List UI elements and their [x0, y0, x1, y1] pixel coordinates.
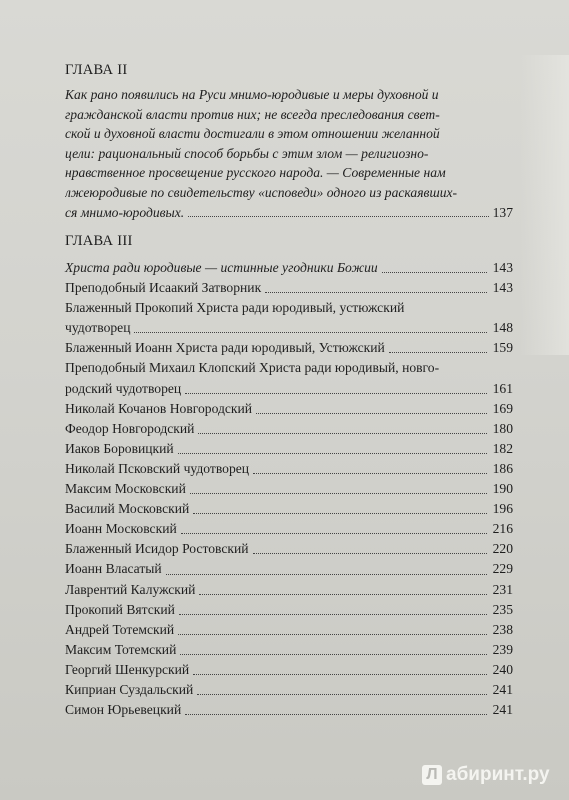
toc-entry-page: 186: [492, 460, 513, 476]
toc-entry-title: Блаженный Прокопий Христа ради юродивый, устюжский: [65, 300, 405, 316]
dot-leader: [253, 472, 487, 474]
toc-entry: [65, 580, 513, 600]
chapter-2-heading: ГЛАВА II: [65, 62, 128, 78]
toc-entry-title: Христа ради юродивые — истинные угодники Божии: [65, 260, 378, 275]
toc-entry: [65, 278, 513, 298]
page-number: 137: [492, 204, 513, 220]
toc-entry: [65, 338, 513, 358]
toc-entry-page: 241: [492, 702, 513, 718]
dot-leader: [188, 215, 488, 217]
toc-entry-page: 240: [492, 661, 513, 677]
summary-line: гражданской власти против них; не всегда преследования свет-: [65, 106, 440, 122]
dot-leader: [185, 392, 487, 394]
toc-entry-page: 238: [492, 621, 513, 637]
toc-entry-page: 180: [492, 420, 513, 436]
toc-entry-page: 231: [492, 581, 513, 597]
toc-entry-title: Георгий Шенкурский: [65, 661, 190, 677]
toc-entry-page: 196: [492, 501, 513, 517]
toc-entry-title: Преподобный Исаакий Затворник: [65, 280, 262, 296]
dot-leader: [198, 432, 487, 434]
dot-leader: [197, 693, 487, 695]
toc-entry-title: Николай Псковский чудотворец: [65, 460, 250, 476]
dot-leader: [265, 291, 487, 293]
toc-entry: [65, 559, 513, 579]
toc-entry-title: Преподобный Михаил Клопский Христа ради юродивый, новго-: [65, 360, 440, 376]
toc-entry-title: Киприан Суздальский: [65, 681, 194, 697]
dot-leader: [193, 673, 487, 675]
watermark-logo: [422, 764, 550, 786]
toc-entry-title: Симон Юрьевецкий: [65, 702, 182, 718]
chapter-2-summary: [65, 85, 513, 222]
toc-entry-title: чудотворец: [65, 320, 131, 336]
toc-entry-page: 182: [492, 440, 513, 456]
toc-entry-title: Прокопий Вятский: [65, 601, 175, 617]
toc-entry: [65, 459, 513, 479]
toc-entry-page: 229: [492, 561, 513, 577]
dot-leader: [185, 713, 487, 715]
toc-entry-page: 241: [492, 681, 513, 697]
dot-leader: [256, 412, 487, 414]
toc-entry-title: Максим Московский: [65, 481, 186, 497]
toc-entry-page: 143: [492, 280, 513, 296]
toc-entry-title: Иаков Боровицкий: [65, 440, 174, 456]
summary-line: Как рано появились на Руси мнимо-юродивые и меры духовной и: [65, 87, 439, 102]
dot-leader: [166, 573, 487, 575]
dot-leader: [179, 613, 487, 615]
toc-list: [65, 258, 513, 720]
toc-entry-title: Василий Московский: [65, 501, 190, 517]
dot-leader: [253, 552, 487, 554]
summary-line: нравственное просвещение русского народа. — Современные нам: [65, 165, 446, 181]
toc-entry-page: 148: [492, 320, 513, 336]
toc-entry-title: Николай Кочанов Новгородский: [65, 400, 253, 416]
toc-entry-page: 159: [492, 340, 513, 356]
dot-leader: [134, 331, 487, 333]
toc-entry-page: 169: [492, 400, 513, 416]
toc-entry-title: Иоанн Московский: [65, 521, 177, 537]
toc-entry-title: Лаврентий Калужский: [65, 581, 196, 597]
toc-entry: [65, 499, 513, 519]
toc-entry-page: 190: [492, 481, 513, 497]
summary-last-line: [65, 203, 513, 223]
page-edge-shadow: [520, 55, 569, 355]
summary-line: цели: рациональный способ борьбы с этим злом — религиозно-: [65, 145, 429, 161]
summary-line: ся мнимо-юродивых.: [65, 204, 185, 220]
toc-entry: [65, 700, 513, 720]
toc-entry-page: 235: [492, 601, 513, 617]
dot-leader: [178, 633, 487, 635]
toc-entry-page: 220: [492, 541, 513, 557]
toc-entry: [65, 660, 513, 680]
labirint-logo-icon: Л: [422, 765, 442, 785]
toc-entry: [65, 539, 513, 559]
toc-entry: [65, 358, 513, 378]
dot-leader: [382, 271, 487, 273]
dot-leader: [190, 492, 487, 494]
summary-line: лжеюродивые по свидетельству «исповеди» одного из раскаявших-: [65, 184, 458, 200]
toc-entry: [65, 379, 513, 399]
toc-entry: [65, 600, 513, 620]
dot-leader: [181, 532, 487, 534]
toc-entry: [65, 479, 513, 499]
toc-entry: [65, 640, 513, 660]
toc-entry-title: Максим Тотемский: [65, 641, 177, 657]
toc-entry: [65, 620, 513, 640]
toc-entry: [65, 419, 513, 439]
toc-entry-page: 143: [492, 260, 513, 275]
toc-entry: [65, 680, 513, 700]
toc-entry-title: Андрей Тотемский: [65, 621, 175, 637]
toc-entry: [65, 318, 513, 338]
toc-entry: [65, 258, 513, 278]
toc-entry-page: 216: [492, 521, 513, 537]
summary-line: ской и духовной власти достигали в этом отношении желанной: [65, 126, 440, 142]
dot-leader: [178, 452, 487, 454]
toc-entry: [65, 399, 513, 419]
toc-entry: [65, 439, 513, 459]
dot-leader: [193, 512, 487, 514]
dot-leader: [199, 593, 487, 595]
toc-entry-title: Блаженный Исидор Ростовский: [65, 541, 249, 557]
chapter-3-heading: ГЛАВА III: [65, 233, 133, 249]
toc-entry: [65, 519, 513, 539]
dot-leader: [389, 351, 487, 353]
toc-entry-title: Блаженный Иоанн Христа ради юродивый, Устюжский: [65, 340, 385, 356]
toc-entry-page: 161: [492, 380, 513, 396]
toc-entry-title: Иоанн Власатый: [65, 561, 162, 577]
watermark-text: абиринт.ру: [446, 764, 550, 785]
toc-entry: [65, 298, 513, 318]
toc-entry-title: родский чудотворец: [65, 380, 182, 396]
toc-entry-page: 239: [492, 641, 513, 657]
dot-leader: [180, 653, 487, 655]
toc-entry-title: Феодор Новгородский: [65, 420, 195, 436]
